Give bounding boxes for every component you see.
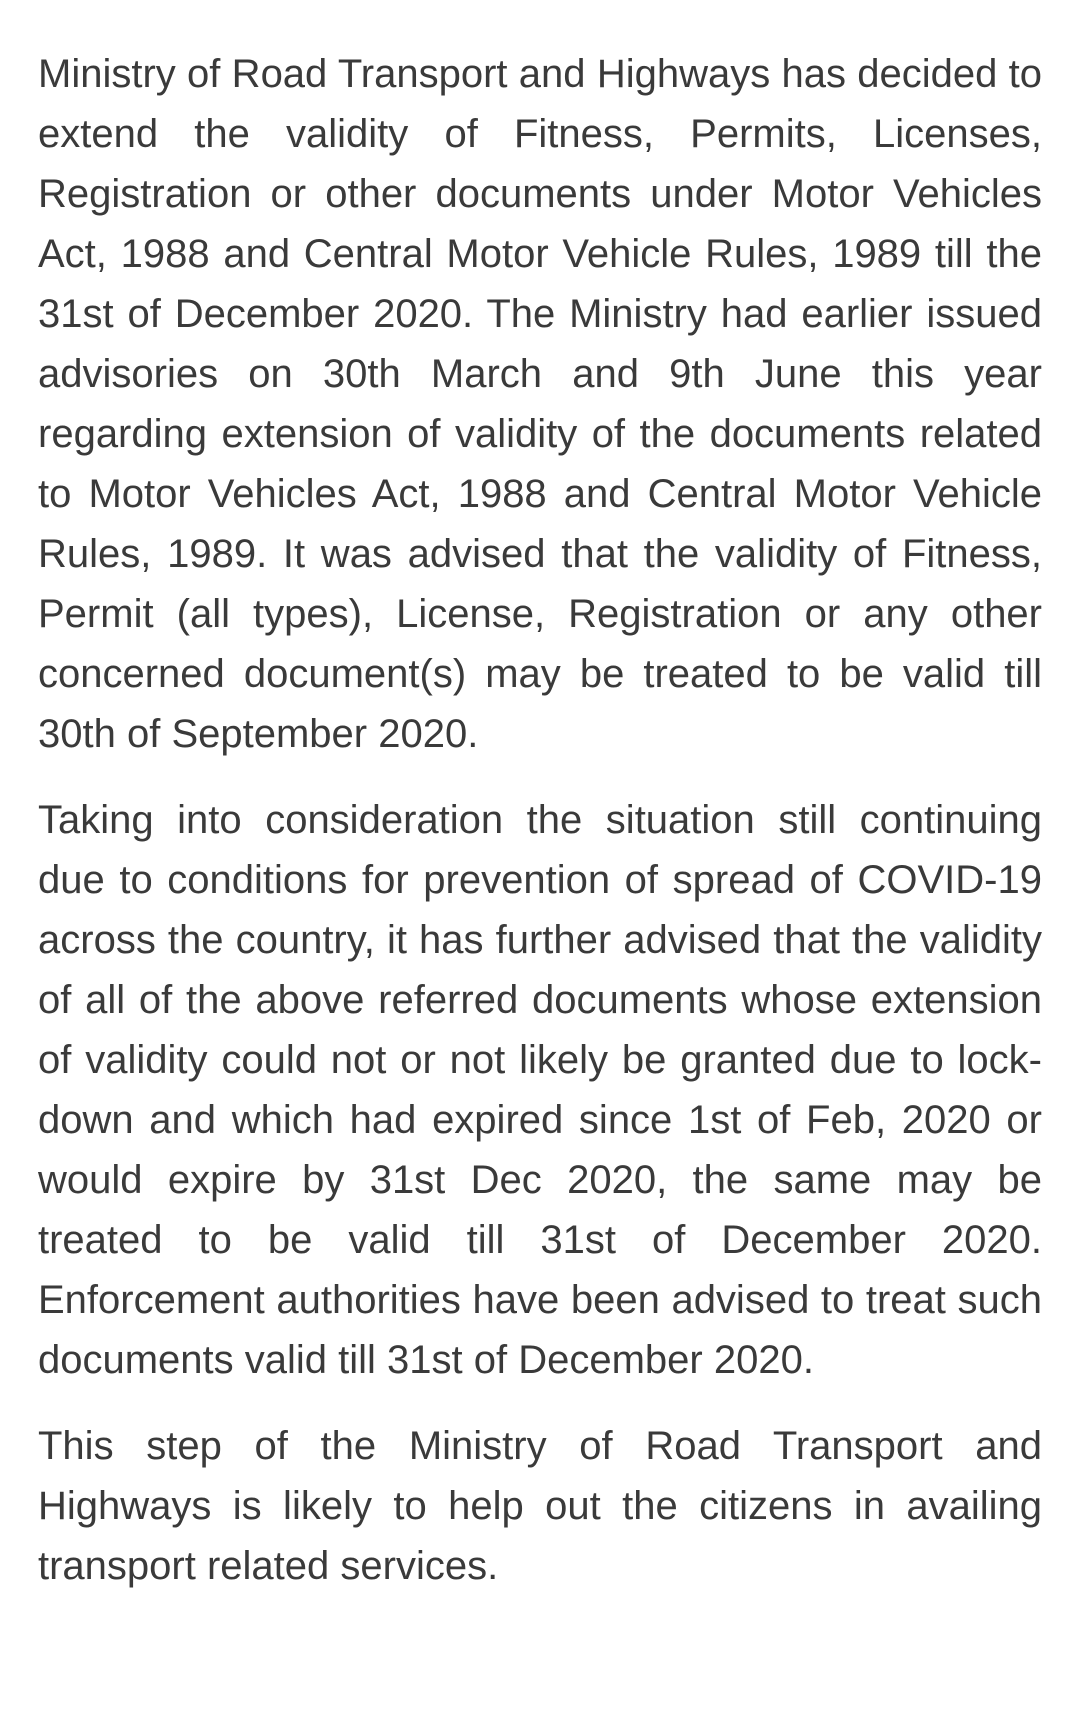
article-body (38, 44, 1042, 1622)
article-paragraph-1: Ministry of Road Transport and Highways has decided to extend the validity of Fitness, Permits, Licenses, Registration or other documents under Motor Vehicles Act, 1988 and Central Motor Vehicle Rules, 1989 till the 31st of December 2020. The Ministry had earlier issued advisories on 30th March and 9th June this year regarding extension of validity of the documents related to Motor Vehicles Act, 1988 and Central Motor Vehicle Rules, 1989. It was advised that the validity of Fitness, Permit (all types), License, Registration or any other concerned document(s) may be treated to be valid till 30th of September 2020. (38, 52, 1042, 756)
article-paragraph-3: This step of the Ministry of Road Transport and Highways is likely to help out the citizens in availing transport related services. (38, 1424, 1042, 1588)
article-paragraph-2: Taking into consideration the situation still continuing due to conditions for prevention of spread of COVID-19 across the country, it has further advised that the validity of all of the above referred documents whose extension of validity could not or not likely be granted due to lock-down and which had expired since 1st of Feb, 2020 or would expire by 31st Dec 2020, the same may be treated to be valid till 31st of December 2020. Enforcement authorities have been advised to treat such documents valid till 31st of December 2020. (38, 798, 1042, 1382)
